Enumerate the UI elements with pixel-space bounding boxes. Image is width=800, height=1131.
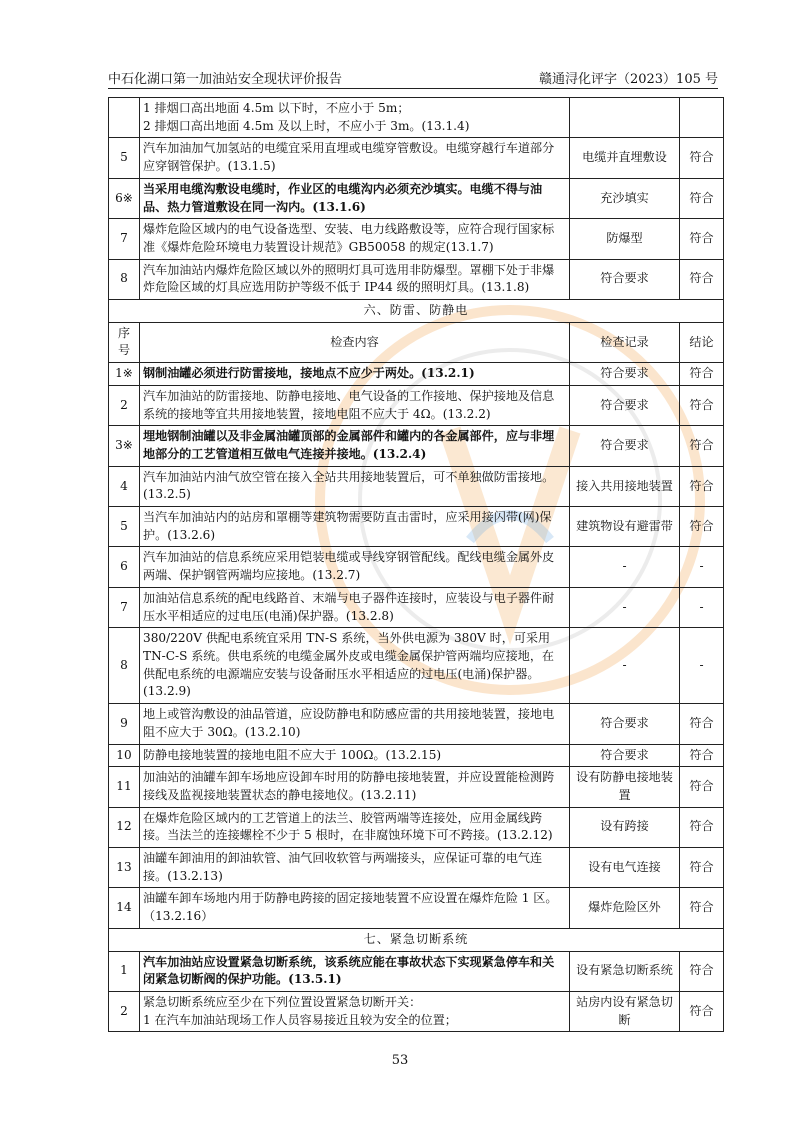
check-content <box>140 178 570 218</box>
table-row <box>109 848 724 888</box>
check-result: 符合 <box>680 466 724 506</box>
col-header-num: 序号 <box>109 322 140 362</box>
row-number: 8 <box>109 259 140 299</box>
check-content <box>140 888 570 928</box>
check-record: 符合要求 <box>570 385 680 425</box>
check-result: 符合 <box>680 744 724 767</box>
row-number: 1 <box>109 951 140 991</box>
check-record: 符合要求 <box>570 744 680 767</box>
row-number: 2 <box>109 385 140 425</box>
check-result: 符合 <box>680 807 724 847</box>
check-result: 符合 <box>680 426 724 466</box>
row-number: 7 <box>109 219 140 259</box>
check-result: 符合 <box>680 991 724 1031</box>
table-row <box>109 587 724 627</box>
section-title: 七、紧急切断系统 <box>109 928 724 951</box>
col-header-result: 结论 <box>680 322 724 362</box>
check-record: - <box>570 547 680 587</box>
check-record: 设有紧急切断系统 <box>570 951 680 991</box>
check-result: 符合 <box>680 219 724 259</box>
content-line: 加油站的油罐车卸车场地应设卸车时用的防静电接地装置，并应设置能检测跨接线及监视接地装置状态的静电接地仪。(13.2.11) <box>143 770 555 802</box>
page-header <box>108 62 718 89</box>
content-line: 1 排烟口高出地面 4.5m 以下时，不应小于 5m； <box>143 101 410 115</box>
check-record: 符合要求 <box>570 363 680 386</box>
row-number: 7 <box>109 587 140 627</box>
row-number: 11 <box>109 767 140 807</box>
row-number: 5 <box>109 138 140 178</box>
check-content <box>140 991 570 1031</box>
row-number: 5 <box>109 507 140 547</box>
table-row <box>109 507 724 547</box>
check-result: 符合 <box>680 767 724 807</box>
content-line: 地上或管沟敷设的油品管道，应设防静电和防感应雷的共用接地装置，接地电阻不应大于 30Ω。(13.2.10) <box>143 707 555 739</box>
check-content <box>140 848 570 888</box>
row-number <box>109 98 140 138</box>
check-content <box>140 951 570 991</box>
check-content <box>140 138 570 178</box>
check-result: 符合 <box>680 363 724 386</box>
row-number: 8 <box>109 628 140 704</box>
check-record: 电缆并直埋敷设 <box>570 138 680 178</box>
check-content <box>140 219 570 259</box>
check-content <box>140 466 570 506</box>
table-row <box>109 426 724 466</box>
content-line: 汽车加油站应设置紧急切断系统，该系统应能在事故状态下实现紧急停车和关闭紧急切断阀的保护功能。(13.5.1) <box>143 954 555 987</box>
content-line: 油罐车卸车场地内用于防静电跨接的固定接地装置不应设置在爆炸危险 1 区。（13.2.16） <box>143 891 558 924</box>
check-content <box>140 98 570 138</box>
check-record: - <box>570 628 680 704</box>
check-record: 符合要求 <box>570 426 680 466</box>
check-content <box>140 426 570 466</box>
check-result: - <box>680 547 724 587</box>
check-record: 设有跨接 <box>570 807 680 847</box>
check-content <box>140 807 570 847</box>
row-number: 6 <box>109 547 140 587</box>
check-content <box>140 628 570 704</box>
check-content <box>140 547 570 587</box>
check-content <box>140 587 570 627</box>
row-number: 9 <box>109 704 140 744</box>
content-line: 汽车加油站的防雷接地、防静电接地、电气设备的工作接地、保护接地及信息系统的接地等宜共用接地装置，接地电阻不应大于 4Ω。(13.2.2) <box>143 388 555 421</box>
check-record: 接入共用接地装置 <box>570 466 680 506</box>
check-record: - <box>570 587 680 627</box>
check-record: 建筑物设有避雷带 <box>570 507 680 547</box>
inspection-table <box>108 97 724 1032</box>
table-row <box>109 807 724 847</box>
check-result: - <box>680 628 724 704</box>
report-number: 赣通浔化评字（2023）105 号 <box>538 72 718 87</box>
row-number: 14 <box>109 888 140 928</box>
table-row <box>109 547 724 587</box>
row-number: 4 <box>109 466 140 506</box>
check-record: 充沙填实 <box>570 178 680 218</box>
section-title: 六、防雷、防静电 <box>109 300 724 323</box>
content-line: 油罐车卸油用的卸油软管、油气回收软管与两端接头，应保证可靠的电气连接。(13.2.13) <box>143 851 543 883</box>
check-content <box>140 259 570 299</box>
table-row <box>109 628 724 704</box>
check-result: 符合 <box>680 178 724 218</box>
check-result: 符合 <box>680 507 724 547</box>
table-row <box>109 704 724 744</box>
content-line: 380/220V 供配电系统宜采用 TN-S 系统，当外供电源为 380V 时，可采用 TN-C-S 系统。供电系统的电缆金属外皮或电缆金属保护管两端均应接地，在供配电系统的电源端应安装与设备耐压水平相适应的过电压(电涌)保护器。(13.2.9) <box>143 631 555 699</box>
content-line: 汽车加油加气加氢站的电缆宜采用直埋或电缆穿管敷设。电缆穿越行车道部分应穿钢管保护。(13.1.5) <box>143 141 555 174</box>
row-number: 10 <box>109 744 140 767</box>
content-line: 当采用电缆沟敷设电缆时，作业区的电缆沟内必须充沙填实。电缆不得与油品、热力管道敷设在同一沟内。(13.1.6) <box>143 181 543 214</box>
check-content <box>140 507 570 547</box>
check-result <box>680 98 724 138</box>
check-record: 防爆型 <box>570 219 680 259</box>
report-title: 中石化湖口第一加油站安全现状评价报告 <box>108 72 343 87</box>
check-record: 符合要求 <box>570 704 680 744</box>
table-row <box>109 991 724 1031</box>
content-line: 埋地钢制油罐以及非金属油罐顶部的金属部件和罐内的各金属部件，应与非埋地部分的工艺管道相互做电气连接并接地。(13.2.4) <box>143 429 555 461</box>
row-number: 13 <box>109 848 140 888</box>
content-line: 2 排烟口高出地面 4.5m 及以上时，不应小于 3m。(13.1.4) <box>143 118 470 133</box>
check-record: 站房内设有紧急切断 <box>570 991 680 1031</box>
section-header-lightning <box>109 300 724 323</box>
content-line: 当汽车加油站内的站房和罩棚等建筑物需要防直击雷时，应采用接闪带(网)保护。(13.2.6) <box>143 510 552 542</box>
table-row <box>109 951 724 991</box>
content-line: 汽车加油站内油气放空管在接入全站共用接地装置后，可不单独做防雷接地。(13.2.5) <box>143 469 555 502</box>
table-row <box>109 466 724 506</box>
row-number: 12 <box>109 807 140 847</box>
table-row <box>109 363 724 386</box>
check-content <box>140 744 570 767</box>
content-line: 爆炸危险区域内的电气设备选型、安装、电力线路敷设等，应符合现行国家标准《爆炸危险环境电力装置设计规范》GB50058 的规定(13.1.7) <box>143 222 555 254</box>
table-row <box>109 178 724 218</box>
content-line: 1 在汽车加油站现场工作人员容易接近且较为安全的位置； <box>143 1012 457 1027</box>
check-content <box>140 704 570 744</box>
row-number: 6※ <box>109 178 140 218</box>
check-result: - <box>680 587 724 627</box>
check-record: 设有电气连接 <box>570 848 680 888</box>
content-line: 汽车加油站的信息系统应采用铠装电缆或导线穿钢管配线。配线电缆金属外皮两端、保护钢管两端均应接地。(13.2.7) <box>143 550 555 583</box>
table-row <box>109 259 724 299</box>
content-line: 在爆炸危险区域内的工艺管道上的法兰、胶管两端等连接处，应用金属线跨接。当法兰的连接螺栓不少于 5 根时，在非腐蚀环境下可不跨接。(13.2.12) <box>143 810 553 843</box>
check-result: 符合 <box>680 138 724 178</box>
row-number: 3※ <box>109 426 140 466</box>
content-line: 加油站信息系统的配电线路首、末端与电子器件连接时，应装设与电子器件耐压水平相适应的过电压(电涌)保护器。(13.2.8) <box>143 590 555 623</box>
page-number: 53 <box>391 1053 409 1068</box>
table-row <box>109 385 724 425</box>
check-content <box>140 767 570 807</box>
check-content <box>140 385 570 425</box>
table-row <box>109 767 724 807</box>
content-line: 紧急切断系统应至少在下列位置设置紧急切断开关： <box>143 994 422 1009</box>
table-row <box>109 888 724 928</box>
content-line: 汽车加油站内爆炸危险区域以外的照明灯具可选用非防爆型。罩棚下处于非爆炸危险区域的灯具应选用防护等级不低于 IP44 级的照明灯具。(13.1.8) <box>143 262 555 295</box>
check-result: 符合 <box>680 951 724 991</box>
check-record: 符合要求 <box>570 259 680 299</box>
table-row <box>109 219 724 259</box>
check-result: 符合 <box>680 848 724 888</box>
col-header-content: 检查内容 <box>140 322 570 362</box>
section-header-emergency <box>109 928 724 951</box>
check-record <box>570 98 680 138</box>
row-number: 1※ <box>109 363 140 386</box>
check-result: 符合 <box>680 888 724 928</box>
table-row <box>109 138 724 178</box>
check-record: 爆炸危险区外 <box>570 888 680 928</box>
table-row <box>109 744 724 767</box>
col-header-record: 检查记录 <box>570 322 680 362</box>
check-record: 设有防静电接地装置 <box>570 767 680 807</box>
table-row <box>109 98 724 138</box>
content-line: 钢制油罐必须进行防雷接地，接地点不应少于两处。(13.2.1) <box>143 366 475 381</box>
check-result: 符合 <box>680 259 724 299</box>
check-content <box>140 363 570 386</box>
check-result: 符合 <box>680 385 724 425</box>
check-result: 符合 <box>680 704 724 744</box>
row-number: 2 <box>109 991 140 1031</box>
column-header-row <box>109 322 724 362</box>
content-line: 防静电接地装置的接地电阻不应大于 100Ω。(13.2.15) <box>143 747 442 762</box>
